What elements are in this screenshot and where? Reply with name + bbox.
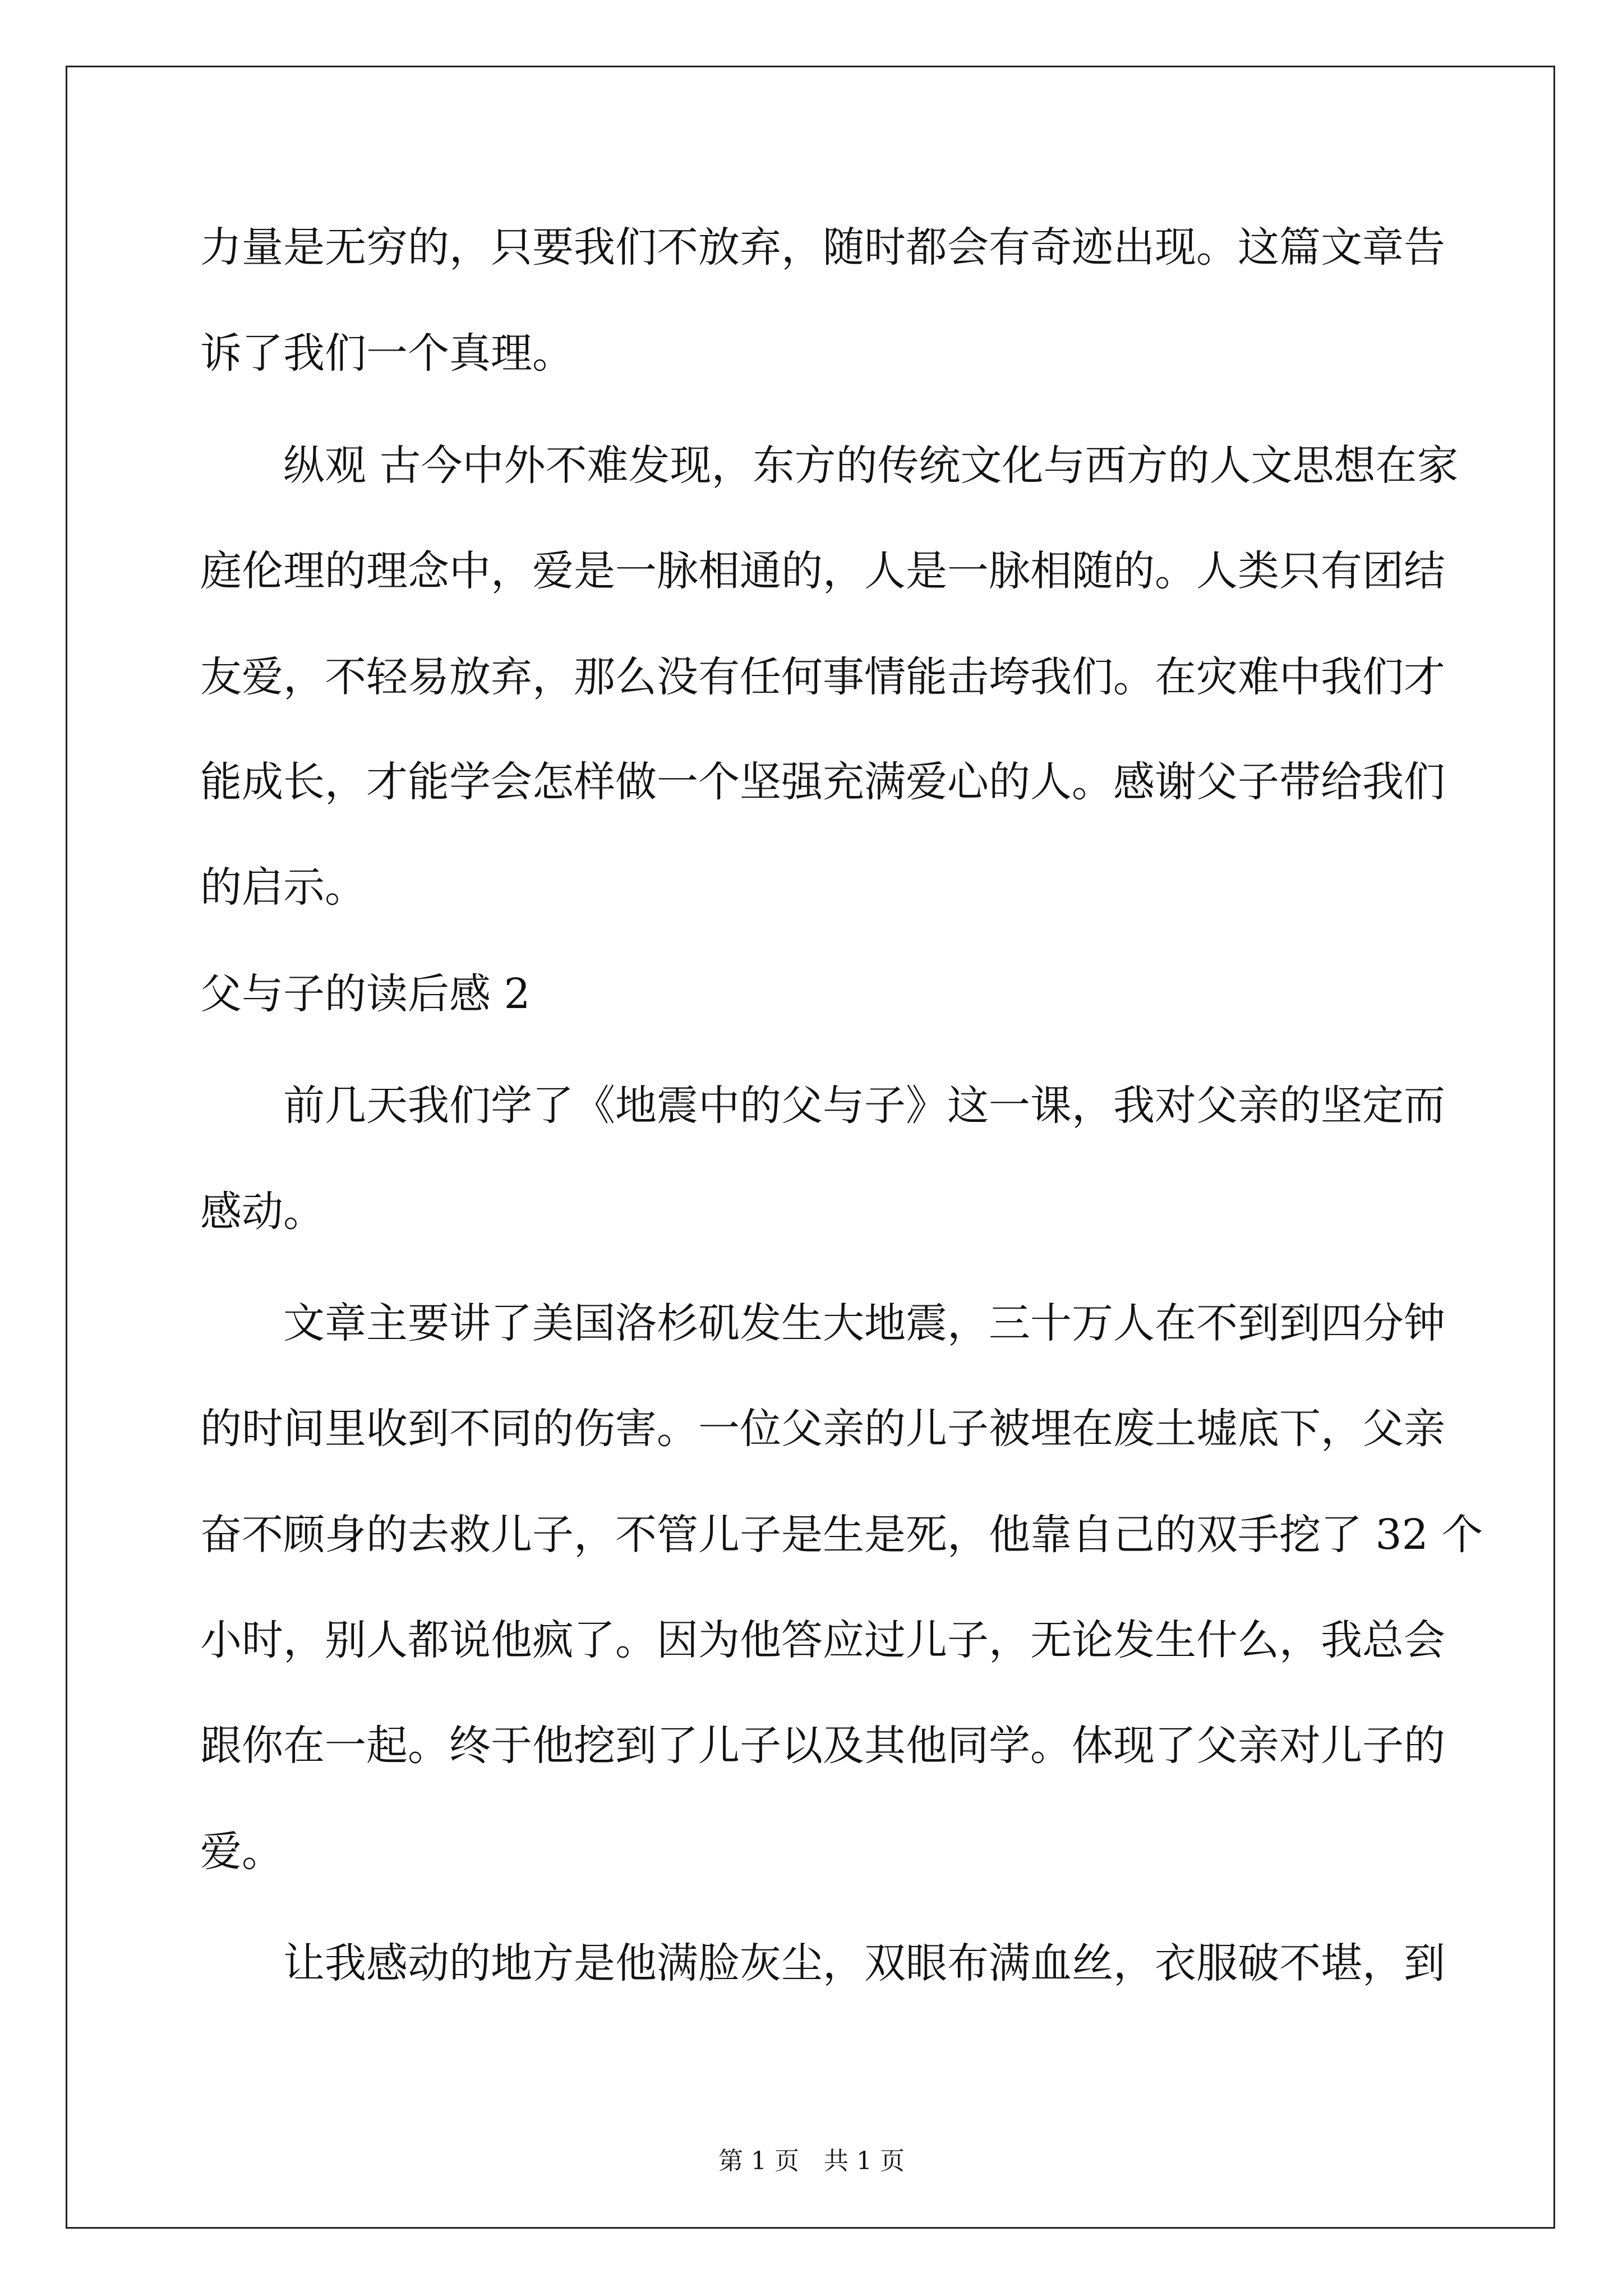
page-number: 第 1 页 — [718, 2147, 799, 2175]
text-line: 友爱，不轻易放弃，那么没有任何事情能击垮我们。在灾难中我们才 — [200, 653, 1445, 701]
page-total: 共 1 页 — [824, 2147, 905, 2175]
text-line: 的启示。 — [200, 863, 366, 912]
text-line: 力量是无穷的，只要我们不放弃，随时都会有奇迹出现。这篇文章告 — [200, 223, 1445, 272]
text-line: 奋不顾身的去救儿子，不管儿子是生是死，他靠自己的双手挖了 32 个 — [200, 1511, 1483, 1559]
text-line: 小时，别人都说他疯了。因为他答应过儿子，无论发生什么，我总会 — [200, 1616, 1445, 1664]
text-line: 纵观 古今中外不难发现，东方的传统文化与西方的人文思想在家 — [283, 441, 1459, 490]
text-line: 庭伦理的理念中，爱是一脉相通的，人是一脉相随的。人类只有团结 — [200, 547, 1445, 595]
text-line: 能成长，才能学会怎样做一个坚强充满爱心的人。感谢父子带给我们 — [200, 758, 1445, 806]
text-line: 让我感动的地方是他满脸灰尘，双眼布满血丝，衣服破不堪，到 — [283, 1939, 1445, 1987]
page-border — [66, 66, 1555, 2229]
text-line: 感动。 — [200, 1188, 325, 1236]
text-line: 的时间里收到不同的伤害。一位父亲的儿子被埋在废土墟底下，父亲 — [200, 1405, 1445, 1453]
text-line: 前几天我们学了《地震中的父与子》这一课，我对父亲的坚定而 — [283, 1082, 1445, 1130]
text-line: 跟你在一起。终于他挖到了儿子以及其他同学。体现了父亲对儿子的 — [200, 1722, 1445, 1770]
section-heading: 父与子的读后感 2 — [200, 970, 531, 1018]
text-line: 文章主要讲了美国洛杉矶发生大地震，三十万人在不到到四分钟 — [283, 1299, 1445, 1347]
text-line: 爱。 — [200, 1828, 283, 1876]
page-footer — [0, 2147, 1623, 2175]
text-line: 诉了我们一个真理。 — [200, 329, 574, 378]
